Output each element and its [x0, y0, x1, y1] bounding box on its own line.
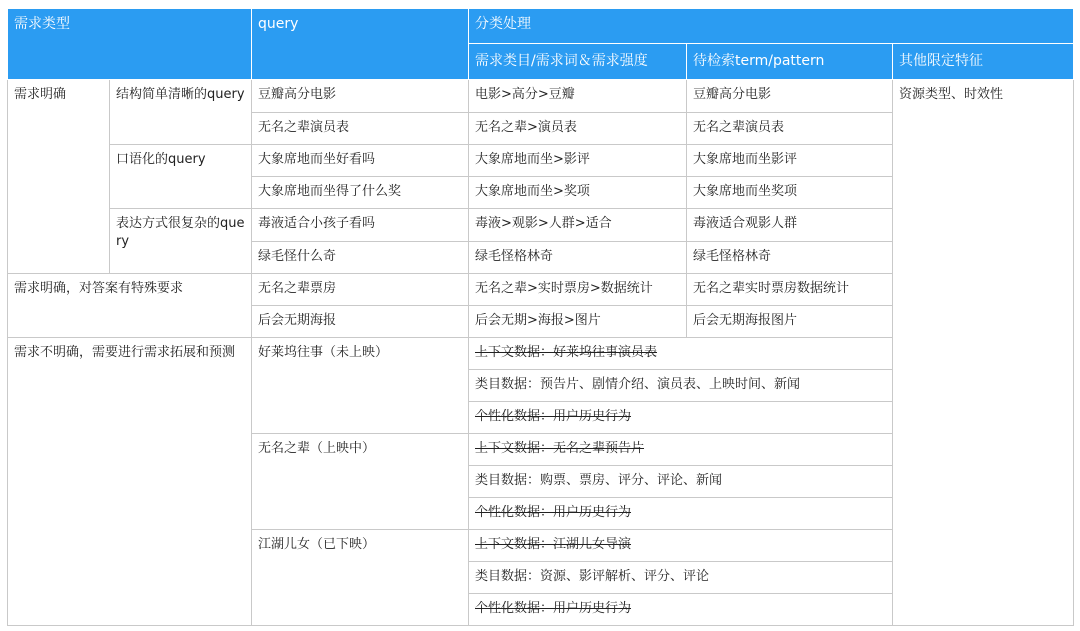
subgroup-complex: 表达方式很复杂的query [110, 209, 252, 274]
query-cell: 大象席地而坐得了什么奖 [252, 177, 469, 209]
category-cell: 大象席地而坐>影评 [469, 145, 687, 177]
category-cell: 无名之辈>实时票房>数据统计 [469, 274, 687, 306]
prediction-query-cell: 江湖儿女（已下映） [252, 530, 469, 626]
personal-data-cell: 个性化数据：用户历史行为 [469, 498, 893, 530]
context-data-cell: 上下文数据：好莱坞往事演员表 [469, 338, 893, 370]
term-cell: 无名之辈演员表 [687, 113, 893, 145]
header-term: 待检索term/pattern [687, 44, 893, 80]
subgroup-simple: 结构简单清晰的query [110, 80, 252, 145]
query-cell: 绿毛怪什么奇 [252, 242, 469, 274]
term-cell: 大象席地而坐影评 [687, 145, 893, 177]
category-cell: 后会无期>海报>图片 [469, 306, 687, 338]
prediction-query-cell: 无名之辈（上映中） [252, 434, 469, 530]
personal-data-cell: 个性化数据：用户历史行为 [469, 594, 893, 626]
other-feature-cell: 资源类型、时效性 [893, 80, 1074, 626]
group-unclear: 需求不明确，需要进行需求拓展和预测 [8, 338, 252, 626]
term-cell: 无名之辈实时票房数据统计 [687, 274, 893, 306]
term-cell: 毒液适合观影人群 [687, 209, 893, 242]
demand-classification-table [7, 8, 1074, 626]
query-cell: 无名之辈演员表 [252, 113, 469, 145]
header-demand-type: 需求类型 [8, 9, 252, 80]
context-data-cell: 上下文数据：无名之辈预告片 [469, 434, 893, 466]
category-cell: 毒液>观影>人群>适合 [469, 209, 687, 242]
prediction-query-cell: 好莱坞往事（未上映） [252, 338, 469, 434]
term-cell: 豆瓣高分电影 [687, 80, 893, 113]
header-other: 其他限定特征 [893, 44, 1074, 80]
category-cell: 绿毛怪格林奇 [469, 242, 687, 274]
category-data-cell: 类目数据：资源、影评解析、评分、评论 [469, 562, 893, 594]
category-cell: 大象席地而坐>奖项 [469, 177, 687, 209]
query-cell: 豆瓣高分电影 [252, 80, 469, 113]
subgroup-colloquial: 口语化的query [110, 145, 252, 209]
category-data-cell: 类目数据：购票、票房、评分、评论、新闻 [469, 466, 893, 498]
query-cell: 毒液适合小孩子看吗 [252, 209, 469, 242]
personal-data-cell: 个性化数据：用户历史行为 [469, 402, 893, 434]
header-query: query [252, 9, 469, 80]
group-clear-special: 需求明确，对答案有特殊要求 [8, 274, 252, 338]
context-data-cell: 上下文数据：江湖儿女导演 [469, 530, 893, 562]
header-category: 需求类目/需求词＆需求强度 [469, 44, 687, 80]
query-cell: 无名之辈票房 [252, 274, 469, 306]
term-cell: 大象席地而坐奖项 [687, 177, 893, 209]
term-cell: 后会无期海报图片 [687, 306, 893, 338]
group-clear: 需求明确 [8, 80, 110, 274]
term-cell: 绿毛怪格林奇 [687, 242, 893, 274]
category-cell: 电影>高分>豆瓣 [469, 80, 687, 113]
category-cell: 无名之辈>演员表 [469, 113, 687, 145]
query-cell: 后会无期海报 [252, 306, 469, 338]
query-cell: 大象席地而坐好看吗 [252, 145, 469, 177]
header-processing: 分类处理 [469, 9, 1074, 44]
category-data-cell: 类目数据：预告片、剧情介绍、演员表、上映时间、新闻 [469, 370, 893, 402]
